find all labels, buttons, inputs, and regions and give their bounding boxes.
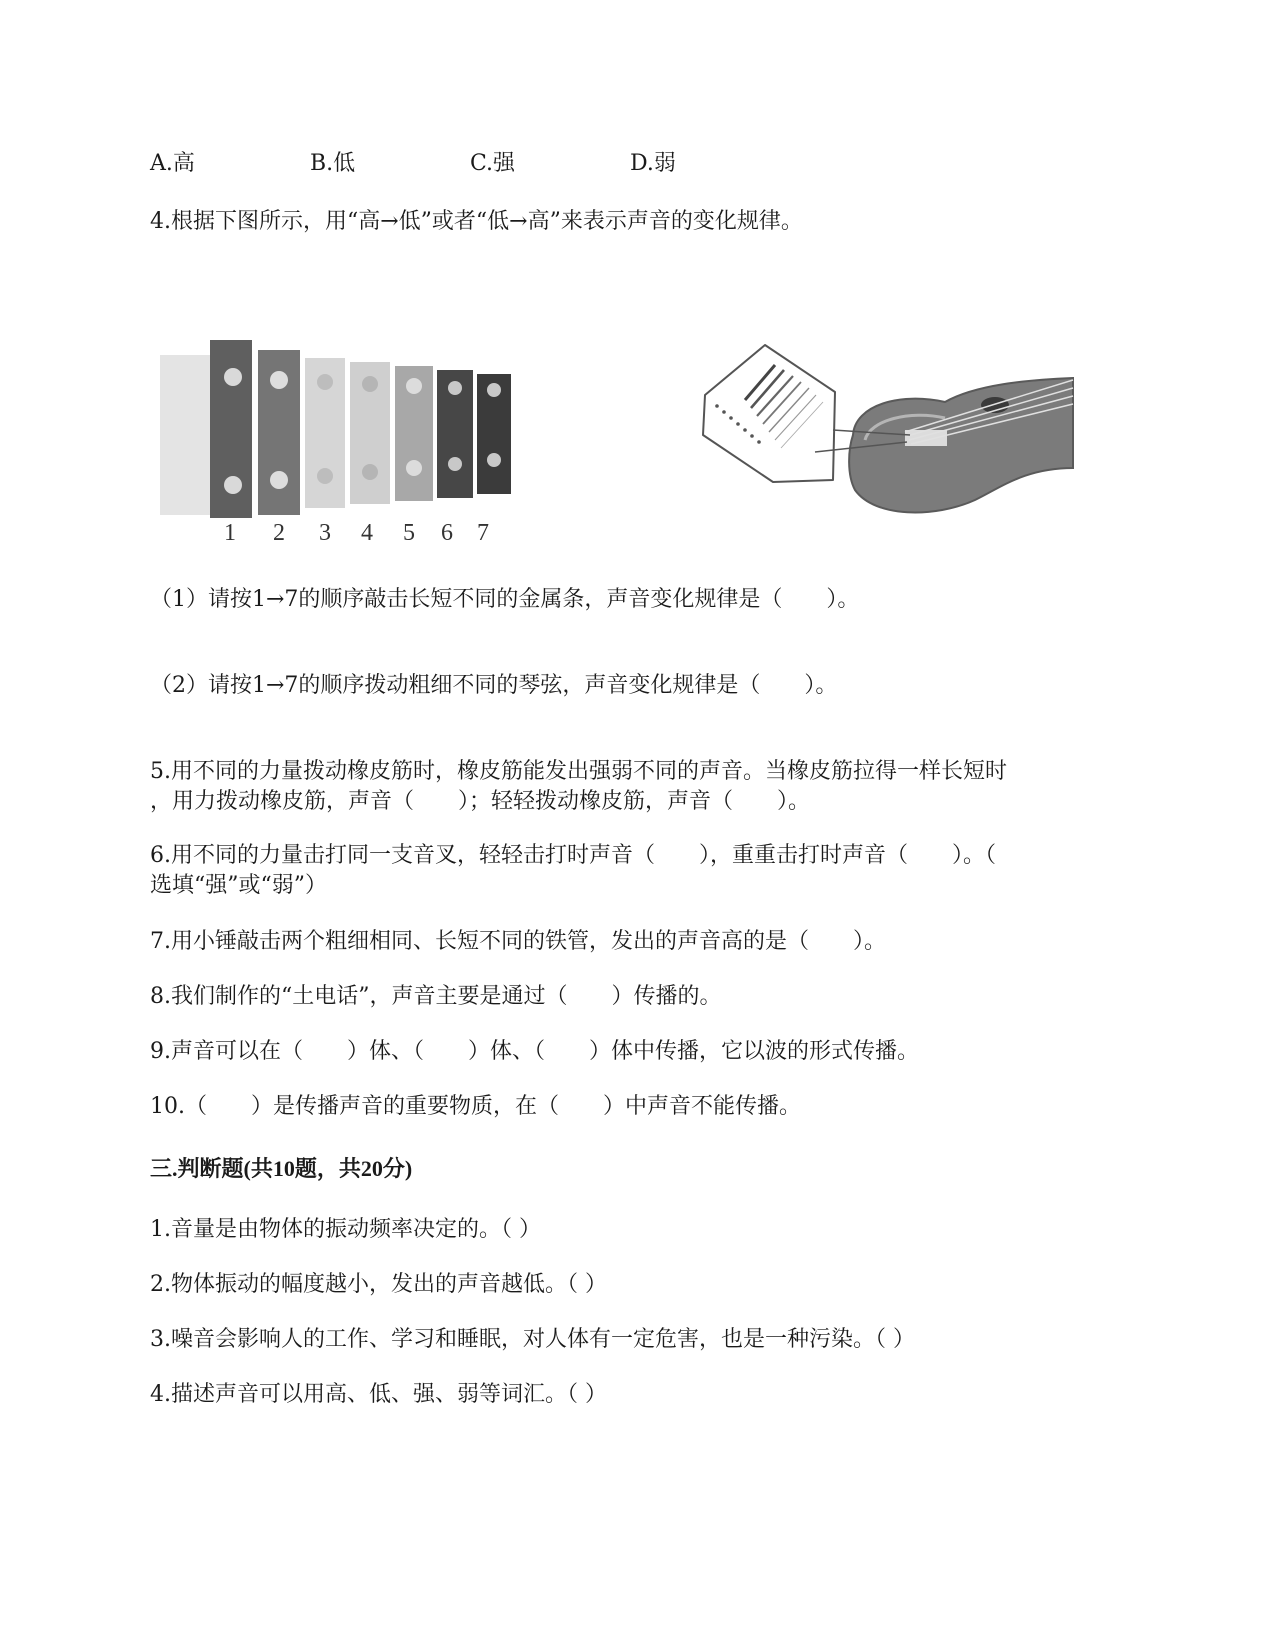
question-4-sub2: （2）请按1→7的顺序拨动粗细不同的琴弦，声音变化规律是（ ）。 <box>150 673 838 698</box>
judge-item-3: 3.噪音会影响人的工作、学习和睡眠，对人体有一定危害，也是一种污染。（ ） <box>150 1327 915 1352</box>
question-5-line2: ，用力拨动橡皮筋，声音（ ）；轻轻拨动橡皮筋，声音（ ）。 <box>150 789 811 814</box>
question-4-sub1: （1）请按1→7的顺序敲击长短不同的金属条，声音变化规律是（ ）。 <box>150 587 860 612</box>
bar-label-1: 1 <box>224 520 236 546</box>
judge-item-1: 1.音量是由物体的振动频率决定的。（ ） <box>150 1217 541 1242</box>
guitar-strings-figure <box>695 340 1075 525</box>
question-5-line1: 5.用不同的力量拨动橡皮筋时，橡皮筋能发出强弱不同的声音。当橡皮筋拉得一样长短时 <box>150 759 1007 784</box>
section-3-title: 三.判断题(共10题，共20分) <box>150 1156 413 1181</box>
xylophone-bar-4 <box>350 362 390 504</box>
bar-label-2: 2 <box>273 520 285 546</box>
bar-label-7: 7 <box>477 520 489 546</box>
question-6-line1: 6.用不同的力量击打同一支音叉，轻轻击打时声音（ ），重重击打时声音（ ）。（ <box>150 843 996 868</box>
question-6-line2: 选填“强”或“弱”） <box>150 873 327 898</box>
option-b: B.低 <box>310 151 356 176</box>
bar-label-6: 6 <box>441 520 453 546</box>
option-c: C.强 <box>470 151 516 176</box>
xylophone-bar-5 <box>395 366 433 501</box>
question-4-text: 4.根据下图所示，用“高→低”或者“低→高”来表示声音的变化规律。 <box>150 209 803 234</box>
xylophone-figure <box>155 340 515 555</box>
judge-item-2: 2.物体振动的幅度越小，发出的声音越低。（ ） <box>150 1272 607 1297</box>
xylophone-bar-2 <box>258 350 300 515</box>
question-9: 9.声音可以在（ ）体、（ ）体、（ ）体中传播，它以波的形式传播。 <box>150 1039 919 1064</box>
option-d: D.弱 <box>630 151 676 176</box>
xylophone-bar-3 <box>305 358 345 508</box>
judge-item-4: 4.描述声音可以用高、低、强、弱等词汇。（ ） <box>150 1382 607 1407</box>
question-7: 7.用小锤敲击两个粗细相同、长短不同的铁管，发出的声音高的是（ ）。 <box>150 929 886 954</box>
xylophone-bar-1 <box>210 340 252 518</box>
option-a: A.高 <box>150 151 195 176</box>
question-10: 10.（ ）是传播声音的重要物质，在（ ）中声音不能传播。 <box>150 1094 801 1119</box>
question-8: 8.我们制作的“土电话”，声音主要是通过（ ）传播的。 <box>150 984 722 1009</box>
xylophone-bar-6 <box>437 370 473 498</box>
bar-label-3: 3 <box>319 520 331 546</box>
xylophone-frame <box>160 355 215 515</box>
bar-label-4: 4 <box>361 520 373 546</box>
xylophone-bar-7 <box>477 374 511 494</box>
bar-label-5: 5 <box>403 520 415 546</box>
